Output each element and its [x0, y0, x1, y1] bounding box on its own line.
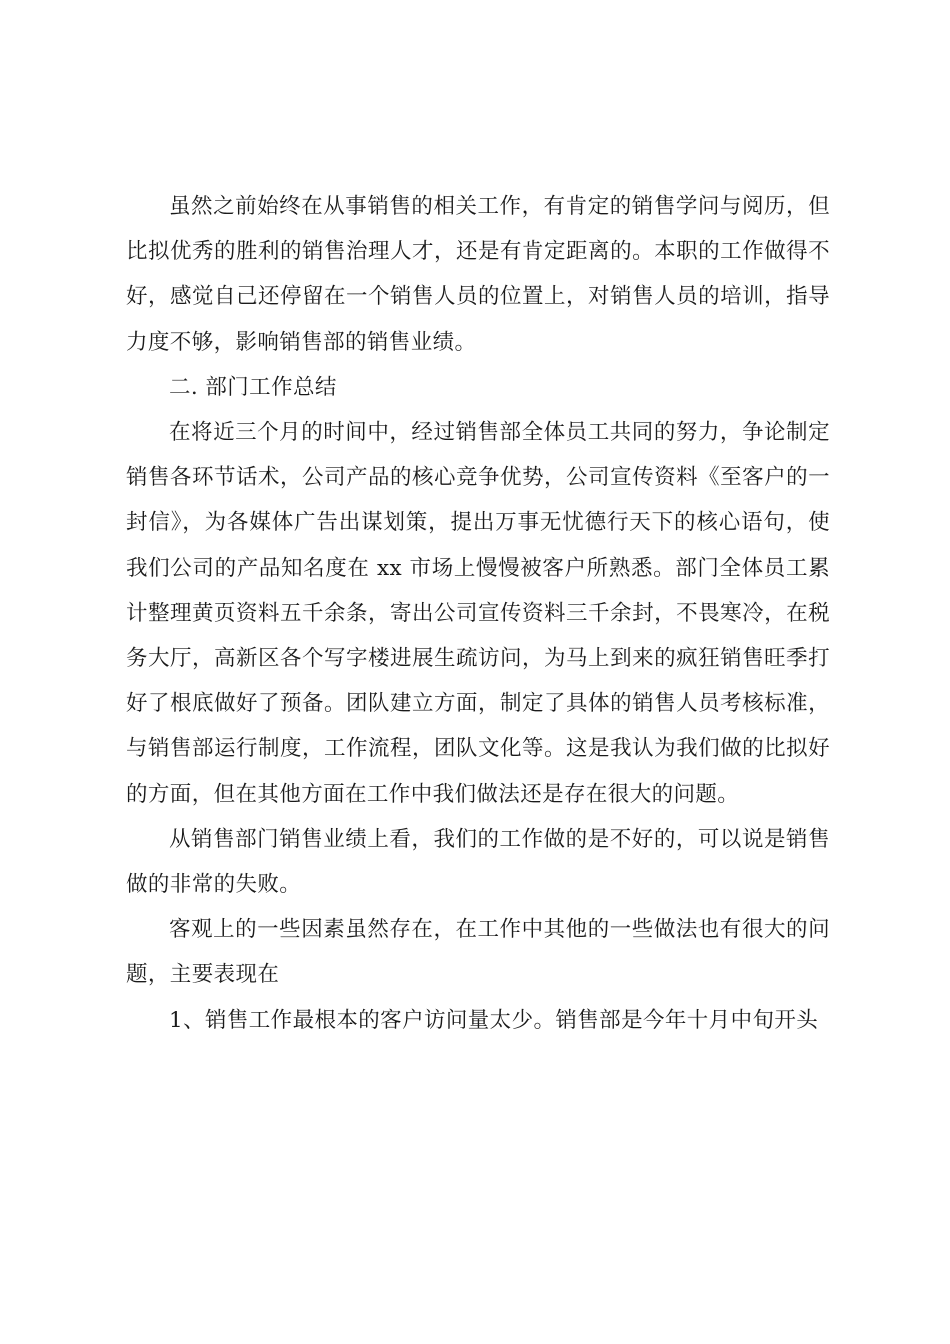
paragraph-4: 客观上的一些因素虽然存在，在工作中其他的一些做法也有很大的问题，主要表现在 [126, 917, 830, 988]
paragraph-1: 虽然之前始终在从事销售的相关工作，有肯定的销售学问与阅历，但比拟优秀的胜利的销售治理人才，还是有肯定距离的。本职的工作做得不好，感觉自己还停留在一个销售人员的位置上，对销售人员的培训，指导力度不够，影响销售部的销售业绩。 [126, 194, 830, 355]
document-body [126, 184, 830, 1043]
paragraph-5: 1、销售工作最根本的客户访问量太少。销售部是今年十月中旬开头 [169, 1007, 819, 1033]
paragraph-2: 在将近三个月的时间中，经过销售部全体员工共同的努力，争论制定销售各环节话术，公司产品的核心竞争优势，公司宣传资料《至客户的一封信》，为各媒体广告出谋划策，提出万事无忧德行天下的核心语句，使我们公司的产品知名度在 xx 市场上慢慢被客户所熟悉。部门全体员工累计整理黄页资料五千余条，寄出公司宣传资料三千余封，不畏寒冷，在税务大厅，高新区各个写字楼进展生疏访问，为马上到来的疯狂销售旺季打好了根底做好了预备。团队建立方面，制定了具体的销售人员考核标准，与销售部运行制度，工作流程，团队文化等。这是我认为我们做的比拟好的方面，但在其他方面在工作中我们做法还是存在很大的问题。 [126, 420, 830, 807]
section-heading: 二. 部门工作总结 [169, 374, 337, 400]
paragraph-3: 从销售部门销售业绩上看，我们的工作做的是不好的，可以说是销售做的非常的失败。 [126, 826, 830, 898]
